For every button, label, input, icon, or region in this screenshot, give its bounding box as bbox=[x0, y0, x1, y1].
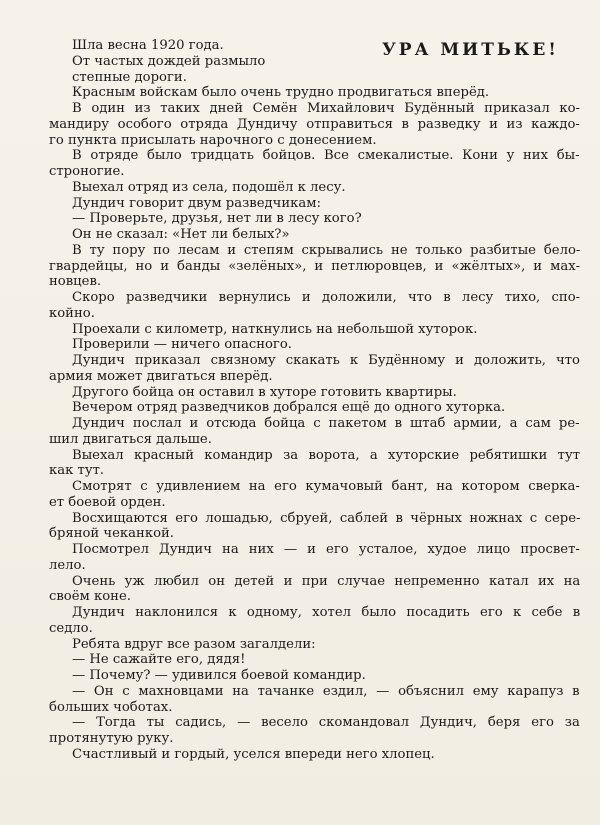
text-line: — Он с махновцами на тачанке ездил, — объяснил ему карапуз в bbox=[72, 683, 580, 699]
text-line: как тут. bbox=[49, 463, 105, 479]
text-line: протянутую руку. bbox=[49, 731, 174, 746]
text-line: Дундич приказал связному скакать к Будённому и доложить, что bbox=[72, 353, 580, 368]
text-line: — Почему? — удивился боевой командир. bbox=[72, 668, 366, 683]
text-line: больших чоботах. bbox=[49, 699, 173, 715]
text-line: Красным войскам было очень трудно продвигаться вперёд. bbox=[72, 85, 490, 101]
text-line: Вечером отряд разведчиков добрался ещё до одного хуторка. bbox=[72, 400, 506, 416]
text-line: Другого бойца он оставил в хуторе готовить квартиры. bbox=[72, 384, 457, 400]
text-line: От частых дождей размыло bbox=[72, 53, 266, 69]
text-line: Восхищаются его лошадью, сбруей, саблей в чёрных ножнах с сере- bbox=[72, 510, 581, 526]
text-line: — Тогда ты садись, — весело скомандовал Дундич, беря его за bbox=[72, 715, 580, 731]
text-line: Он не сказал: «Нет ли белых?» bbox=[72, 227, 290, 242]
text-line: В отряде было тридцать бойцов. Все смекалистые. Кони у них бы- bbox=[72, 148, 580, 164]
text-line: лело. bbox=[49, 557, 86, 573]
text-line: Счастливый и гордый, уселся впереди него хлопец. bbox=[72, 746, 435, 762]
text-line: гвардейцы, но и банды «зелёных», и петлюровцев, и «жёлтых», и мах- bbox=[49, 258, 581, 274]
text-line: Проехали с километр, наткнулись на небольшой хуторок. bbox=[72, 321, 478, 337]
text-line: Шла весна 1920 года. bbox=[72, 38, 224, 53]
text-line: Смотрят с удивлением на его кумачовый бант, на котором сверка- bbox=[72, 479, 580, 494]
text-line: мандиру особого отряда Дундичу отправиться в разведку и из каждо- bbox=[49, 116, 580, 132]
text-line: Скоро разведчики вернулись и доложили, что в лесу тихо, спо- bbox=[72, 290, 581, 305]
text-line: седло. bbox=[49, 620, 93, 636]
text-line: Выехал отряд из села, подошёл к лесу. bbox=[72, 179, 346, 195]
text-line: Выехал красный командир за ворота, а хуторские ребятишки тут bbox=[72, 447, 580, 463]
text-line: В ту пору по лесам и степям скрывались не только разбитые бело- bbox=[72, 242, 581, 258]
text-line: армия может двигаться вперёд. bbox=[49, 368, 273, 384]
text-line: строногие. bbox=[49, 164, 125, 179]
text-line: Проверили — ничего опасного. bbox=[72, 337, 292, 353]
page-title: УРА МИТЬКЕ! bbox=[382, 40, 559, 60]
text-line: Очень уж любил он детей и при случае непременно катал их на bbox=[72, 573, 581, 589]
text-line: ет боевой орден. bbox=[49, 494, 166, 510]
text-line: своём коне. bbox=[49, 589, 131, 605]
text-line: новцев. bbox=[49, 274, 102, 290]
text-line: Посмотрел Дундич на них — и его усталое, худое лицо просвет- bbox=[72, 542, 580, 557]
text-line: Дундич наклонился к одному, хотел было посадить его к себе в bbox=[72, 605, 581, 620]
text-line: Ребята вдруг все разом загалдели: bbox=[72, 636, 316, 652]
text-line: — Проверьте, друзья, нет ли в лесу кого? bbox=[72, 211, 362, 227]
text-line: — Не сажайте его, дядя! bbox=[72, 652, 246, 668]
text-line: шил двигаться дальше. bbox=[49, 431, 212, 447]
text-line: степные дороги. bbox=[72, 69, 187, 85]
text-line: В один из таких дней Семён Михайлович Будённый приказал ко- bbox=[72, 101, 580, 116]
text-line: Дундич послал и отсюда бойца с пакетом в штаб армии, а сам ре- bbox=[72, 416, 580, 431]
text-line: койно. bbox=[49, 305, 95, 321]
text-line: го пункта присылать нарочного с донесением. bbox=[49, 132, 377, 148]
text-line: Дундич говорит двум разведчикам: bbox=[72, 195, 321, 211]
text-line: бряной чеканкой. bbox=[49, 526, 174, 542]
